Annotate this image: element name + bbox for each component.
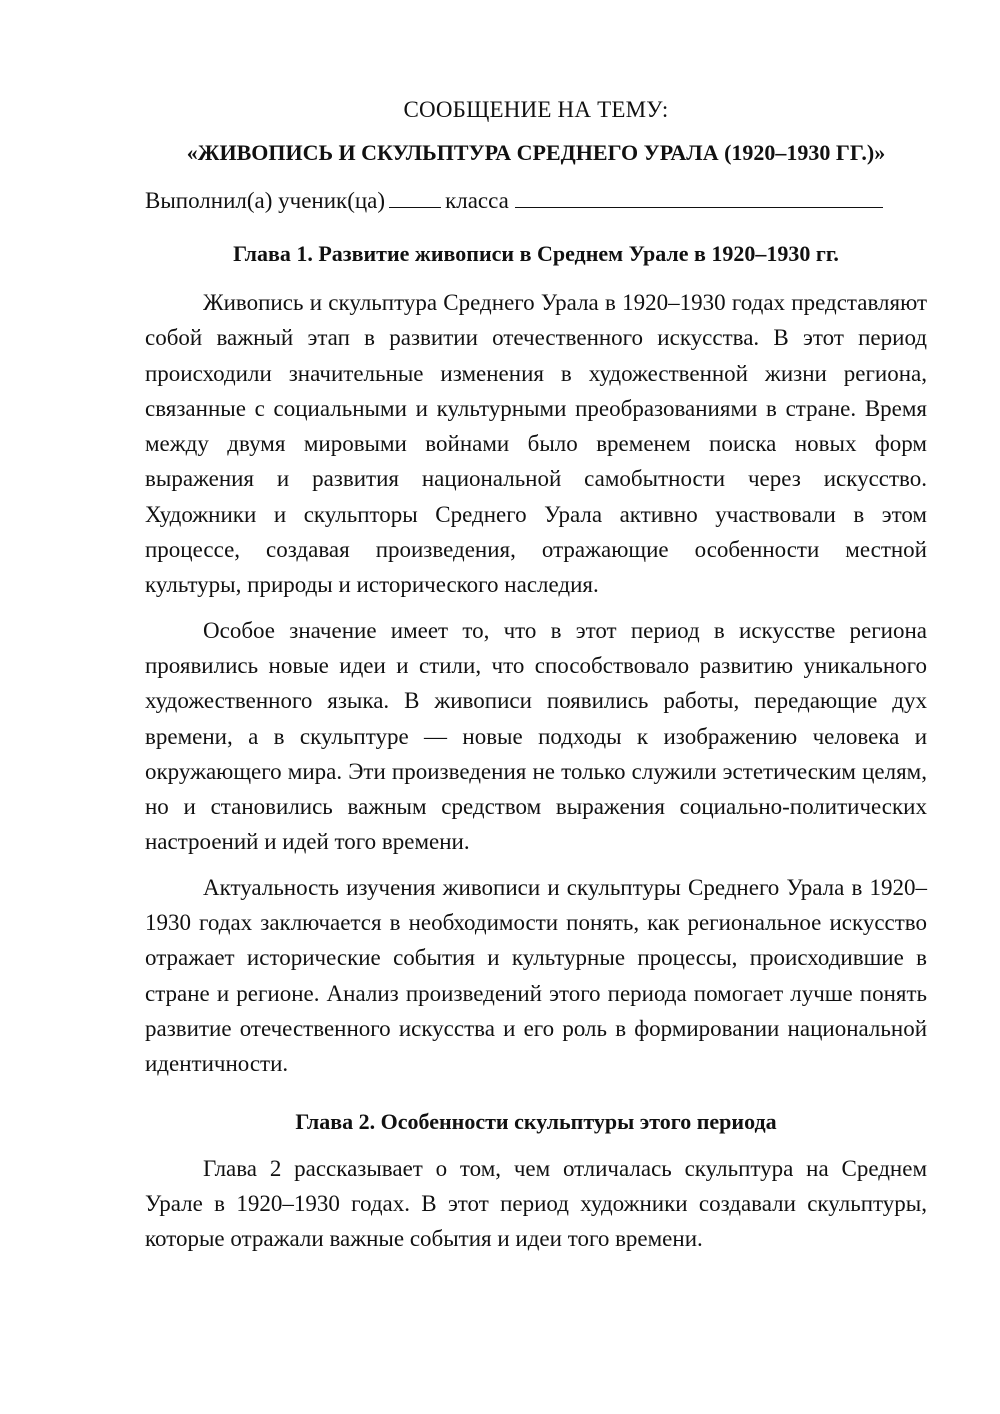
- author-prefix: Выполнил(а) ученик(ца): [145, 188, 386, 213]
- document-title: «ЖИВОПИСЬ И СКУЛЬПТУРА СРЕДНЕГО УРАЛА (1920–1930 ГГ.)»: [186, 140, 886, 165]
- chapter-1-paragraph-1: Живопись и скульптура Среднего Урала в 1920–1930 годах представляют собой важный этап в развитии отечественного искусства. В этот период происходили значительные изменения в художественной жизни региона, связанные с социальными и культурными преобразованиями в стране. Время между двумя мировыми войнами было временем поиска новых форм выражения и развития национальной самобытности через искусство. Художники и скульпторы Среднего Урала активно участвовали в этом процессе, создавая произведения, отражающие особенности местной культуры, природы и исторического наследия.: [145, 290, 927, 598]
- chapter-1-title: Глава 1. Развитие живописи в Среднем Урале в 1920–1930 гг.: [233, 241, 839, 266]
- grade-blank: [389, 187, 441, 208]
- name-blank: [515, 187, 883, 208]
- chapter-2-title: Глава 2. Особенности скульптуры этого периода: [295, 1108, 777, 1134]
- author-line: [145, 183, 927, 218]
- chapter-1-paragraph-3: Актуальность изучения живописи и скульптуры Среднего Урала в 1920–1930 годах заключается в необходимости понять, как региональное искусство отражает исторические события и культурные процессы, происходившие в стране и регионе. Анализ произведений этого периода помогает лучше понять развитие отечественного искусства и его роль в формировании национальной идентичности.: [145, 874, 927, 1077]
- header-line: СООБЩЕНИЕ НА ТЕМУ:: [403, 97, 669, 122]
- chapter-1-paragraph-2: Особое значение имеет то, что в этот период в искусстве региона проявились новые идеи и стили, что способствовало развитию уникального художественного языка. В живописи появились работы, передающие дух времени, а в скульптуре — новые подходы к изображению человека и окружающего мира. Эти произведения не только служили эстетическим целям, но и становились важным средством выражения социально-политических настроений и идей того времени.: [145, 617, 927, 855]
- chapter-2-paragraph-1: Глава 2 рассказывает о том, чем отличалась скульптура на Среднем Урале в 1920–1930 годах. В этот период художники создавали скульптуры, которые отражали важные события и идеи того времени.: [145, 1155, 927, 1252]
- author-class-word: класса: [445, 188, 509, 213]
- document-page: [145, 92, 927, 1256]
